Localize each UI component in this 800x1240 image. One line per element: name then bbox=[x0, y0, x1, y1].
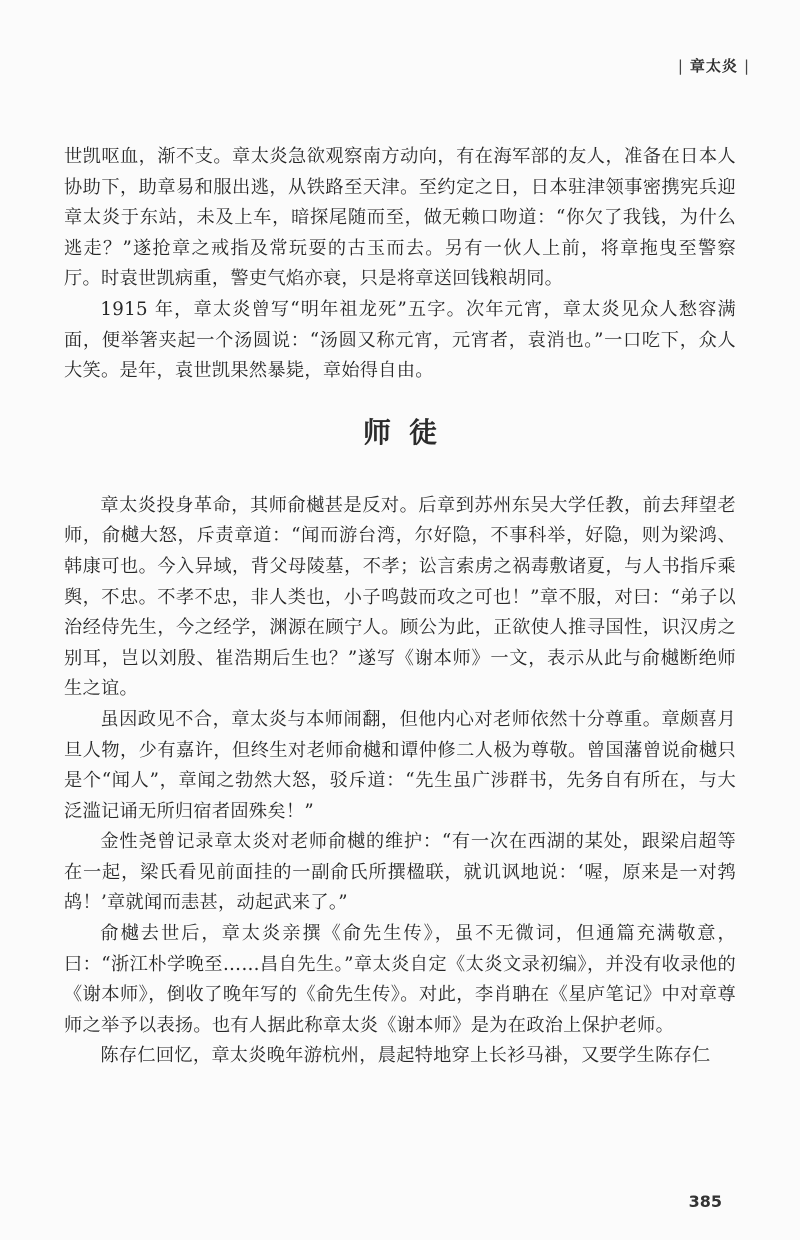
page-body bbox=[64, 142, 736, 1072]
running-header bbox=[672, 55, 756, 76]
body-paragraph: 1915 年，章太炎曾写“明年祖龙死”五字。次年元宵，章太炎见众人愁容满面，便举箸夹起一个汤圆说：“汤圆又称元宵，元宵者，袁消也。”一口吃下，众人大笑。是年，袁世凯果然暴毙，章始得自由。 bbox=[64, 298, 736, 382]
body-paragraph: 章太炎投身革命，其师俞樾甚是反对。后章到苏州东吴大学任教，前去拜望老师，俞樾大怒，斥责章道：“闻而游台湾，尔好隐，不事科举，好隐，则为梁鸿、韩康可也。今入异域，背父母陵墓，不孝；讼言索虏之祸毒敷诸夏，与人书指斥乘舆，不忠。不孝不忠，非人类也，小子鸣鼓而攻之可也！”章不服，对曰：“弟子以治经侍先生，今之经学，渊源在顾宁人。顾公为此，正欲使人推寻国性，识汉虏之别耳，岂以刘殷、崔浩期后生也？”遂写《谢本师》一文，表示从此与俞樾断绝师生之谊。 bbox=[64, 494, 736, 700]
header-title: 章太炎 bbox=[689, 57, 738, 75]
header-divider-left: | bbox=[677, 57, 684, 75]
section-title: 师徒 bbox=[362, 415, 455, 449]
header-divider-right: | bbox=[743, 57, 750, 75]
body-paragraph: 陈存仁回忆，章太炎晚年游杭州，晨起特地穿上长衫马褂，又要学生陈存仁 bbox=[100, 1045, 711, 1067]
body-paragraph: 金性尧曾记录章太炎对老师俞樾的维护：“有一次在西湖的某处，跟梁启超等在一起，梁氏看见前面挂的一副俞氏所撰楹联，就讥讽地说：‘喔，原来是一对鹁鸪！’章就闻而恚甚，动起武来了。” bbox=[64, 831, 736, 914]
body-paragraph: 虽因政见不合，章太炎与本师闹翻，但他内心对老师依然十分尊重。章颇喜月旦人物，少有嘉许，但终生对老师俞樾和谭仲修二人极为尊敬。曾国藩曾说俞樾只是个“闻人”，章闻之勃然大怒，驳斥道：“先生虽广涉群书，先务自有所在，与大泛滥记诵无所归宿者固殊矣！” bbox=[64, 708, 736, 822]
page-number: 385 bbox=[688, 1192, 722, 1211]
body-paragraph: 俞樾去世后，章太炎亲撰《俞先生传》，虽不无微词，但通篇充满敬意，曰：“浙江朴学晚至……昌自先生。”章太炎自定《太炎文录初编》，并没有收录他的《谢本师》，倒收了晚年写的《俞先生传》。对此，李肖聃在《星庐笔记》中对章尊师之举予以表扬。也有人据此称章太炎《谢本师》是为在政治上保护老师。 bbox=[64, 923, 736, 1036]
body-paragraph: 世凯呕血，渐不支。章太炎急欲观察南方动向，有在海军部的友人，准备在日本人协助下，助章易和服出逃，从铁路至天津。至约定之日，日本驻津领事密携宪兵迎章太炎于东站，未及上车，暗探尾随而至，做无赖口吻道：“你欠了我钱，为什么逃走？”遂抢章之戒指及常玩耍的古玉而去。另有一伙人上前，将章拖曳至警察厅。时袁世凯病重，警吏气焰亦衰，只是将章送回钱粮胡同。 bbox=[64, 146, 736, 290]
